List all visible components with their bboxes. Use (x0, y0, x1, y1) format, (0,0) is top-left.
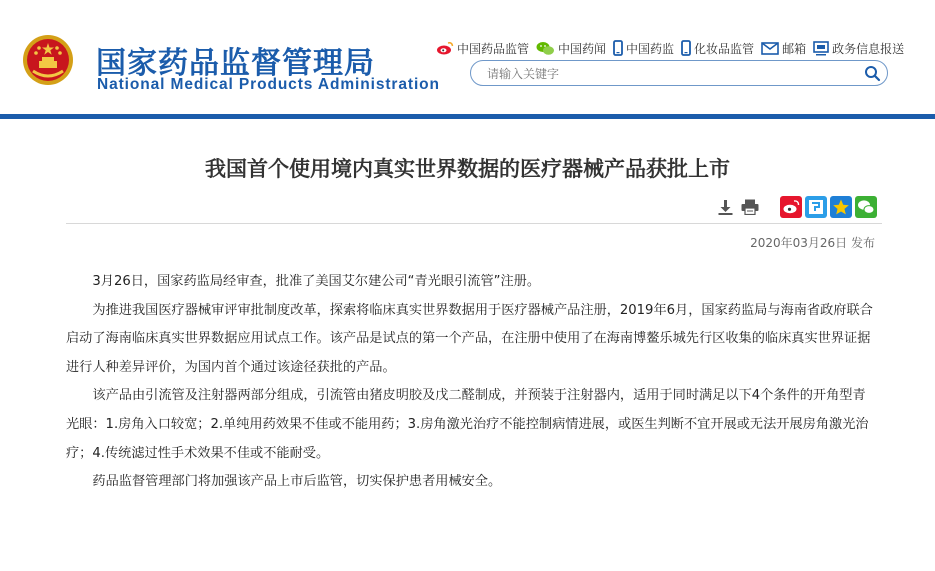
site-title-cn[interactable]: 国家药品监督管理局 (96, 46, 375, 81)
print-icon (741, 199, 759, 215)
phone-icon (613, 40, 623, 56)
article-paragraph: 该产品由引流管及注射器两部分组成，引流管由猪皮明胶及戊二醛制成，并预装于注射器内，适用于同时满足以下4个条件的开角型青光眼：1.房角入口较宽；2.单纯用药效果不佳或不能用药；3.房角激光治疗不能控制病情进展，或医生判断不宜开展或无法开展房角激光治疗；4.传统滤过性手术效果不佳或不能耐受。 (66, 388, 869, 461)
wechat-icon (536, 41, 555, 56)
link-submission-label: 政务信息报送 (832, 41, 905, 56)
article-paragraph: 为推进我国医疗器械审评审批制度改革，探索将临床真实世界数据用于医疗器械产品注册，2019年6月，国家药监局与海南省政府联合启动了海南临床真实世界数据应用试点工作。该产品是试点的第一个产品，在注册中使用了在海南博鳌乐城先行区收集的临床真实世界证据进行人种差异评价，为国内首个通过该途径获批的产品。 (66, 302, 873, 375)
link-weibo-label: 中国药品监管 (457, 41, 530, 56)
phone-icon (681, 40, 691, 56)
qzone-icon (805, 196, 827, 218)
download-button[interactable] (714, 196, 736, 218)
link-mail-label: 邮箱 (782, 41, 807, 56)
link-app-cosmetics-label: 化妆品监管 (694, 41, 755, 56)
link-mail[interactable] (761, 40, 806, 57)
link-wechat-label: 中国药闻 (558, 41, 607, 56)
title-divider (66, 223, 882, 224)
download-icon (717, 199, 734, 216)
site-title-en[interactable]: National Medical Products Administration (97, 76, 440, 93)
share-favorite-button[interactable] (830, 196, 852, 218)
publish-date: 2020年03月26日 发布 (750, 236, 875, 250)
weibo-icon (436, 41, 454, 55)
link-weibo[interactable] (436, 40, 529, 57)
article-tools (714, 196, 877, 218)
mail-icon (761, 42, 779, 55)
national-emblem-icon[interactable] (22, 34, 74, 86)
article-body (66, 268, 876, 497)
favorite-icon (830, 196, 852, 218)
link-app-yaojian[interactable] (613, 40, 674, 57)
share-qzone-button[interactable] (805, 196, 827, 218)
article-paragraph: 3月26日，国家药监局经审查，批准了美国艾尔建公司“青光眼引流管”注册。 (92, 274, 541, 289)
search-input[interactable] (487, 65, 847, 82)
search-icon[interactable] (863, 64, 883, 83)
share-weibo-button[interactable] (780, 196, 802, 218)
search-bar (470, 60, 888, 86)
weibo-icon (780, 196, 802, 218)
header-divider-bar (0, 114, 935, 119)
share-wechat-button[interactable] (855, 196, 877, 218)
link-submission[interactable] (813, 40, 904, 57)
monitor-icon (813, 41, 829, 56)
top-links (436, 38, 911, 58)
print-button[interactable] (739, 196, 761, 218)
link-app-yaojian-label: 中国药监 (626, 41, 675, 56)
wechat-icon (855, 196, 877, 218)
link-wechat[interactable] (536, 40, 606, 57)
link-app-cosmetics[interactable] (681, 40, 754, 57)
article-title: 我国首个使用境内真实世界数据的医疗器械产品获批上市 (205, 157, 730, 181)
article-paragraph: 药品监督管理部门将加强该产品上市后监管，切实保护患者用械安全。 (92, 474, 502, 490)
site-header (0, 0, 935, 114)
